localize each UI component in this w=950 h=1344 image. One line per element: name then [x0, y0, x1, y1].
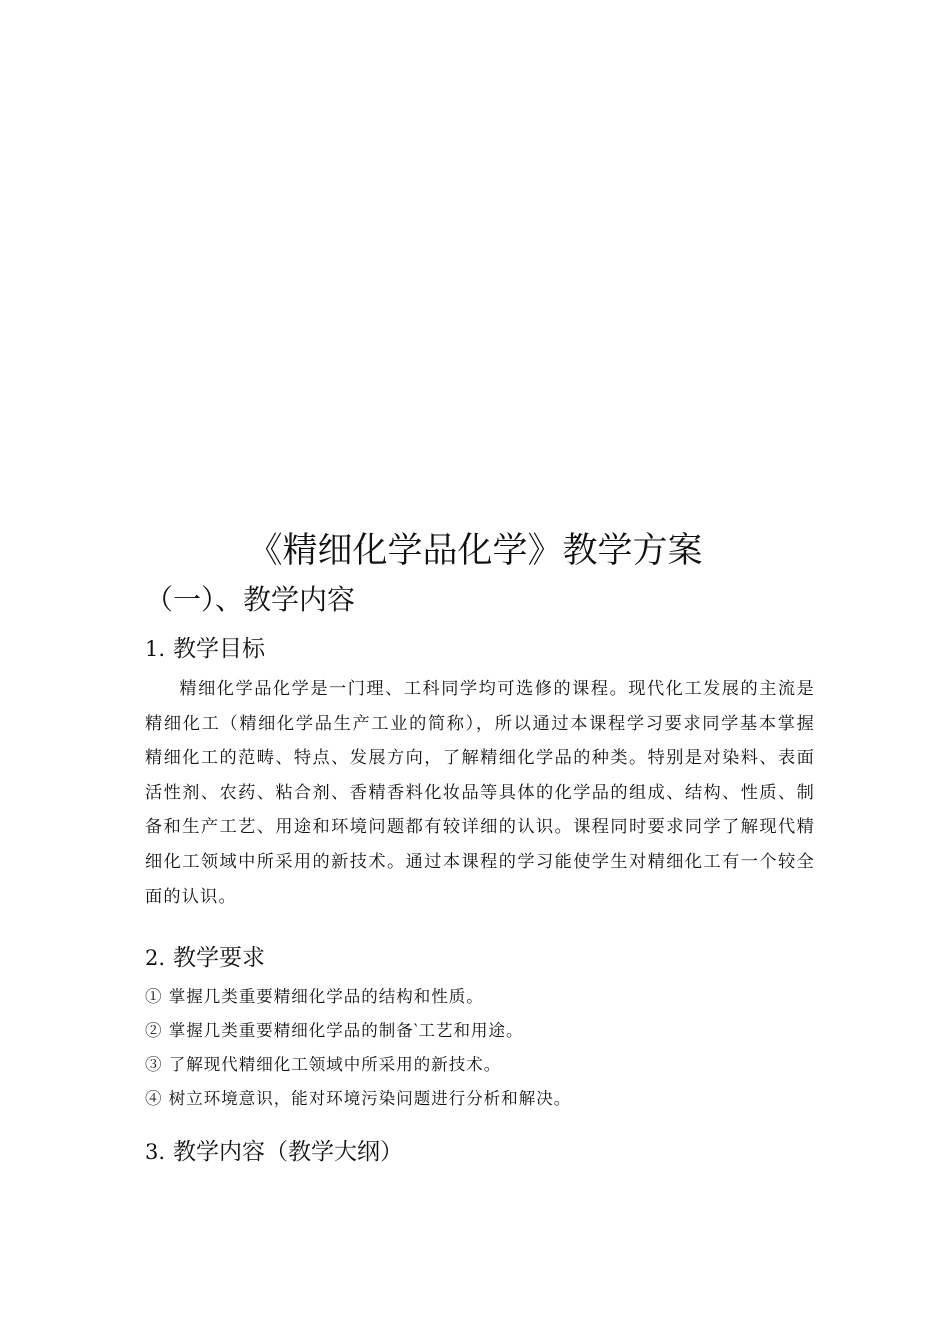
heading-number: 3.: [145, 1140, 166, 1164]
heading-text: 教学要求: [173, 945, 266, 971]
heading-teaching-syllabus: [145, 1135, 403, 1169]
heading-text: 教学目标: [173, 636, 266, 662]
list-item: ④ 树立环境意识，能对环境污染问题进行分析和解决。: [145, 1089, 572, 1108]
heading-teaching-goal: [145, 632, 265, 666]
requirements-list: [145, 980, 571, 1116]
heading-number: 1.: [145, 637, 166, 661]
document-title: 《精细化学品化学》教学方案: [247, 531, 703, 571]
list-item: ② 掌握几类重要精细化学品的制备‵工艺和用途。: [145, 1021, 524, 1040]
heading-teaching-requirements: [145, 941, 265, 975]
teaching-goal-paragraph: 精细化学品化学是一门理、工科同学均可选修的课程。现代化工发展的主流是精细化工（精细化学品生产工业的简称），所以通过本课程学习要求同学基本掌握精细化工的范畴、特点、发展方向，了解精细化学品的种类。特别是对染料、表面活性剂、农药、粘合剂、香精香料化妆品等具体的化学品的组成、结构、性质、制备和生产工艺、用途和环境问题都有较详细的认识。课程同时要求同学了解现代精细化工领域中所采用的新技术。通过本课程的学习能使学生对精细化工有一个较全面的认识。: [145, 679, 815, 907]
heading-text: 教学内容（教学大纲）: [173, 1139, 404, 1165]
list-item: ① 掌握几类重要精细化学品的结构和性质。: [145, 987, 484, 1006]
list-item: ③ 了解现代精细化工领域中所采用的新技术。: [145, 1055, 502, 1074]
heading-number: 2.: [145, 946, 166, 970]
section-heading-teaching-content: （一）、教学内容: [145, 583, 356, 616]
